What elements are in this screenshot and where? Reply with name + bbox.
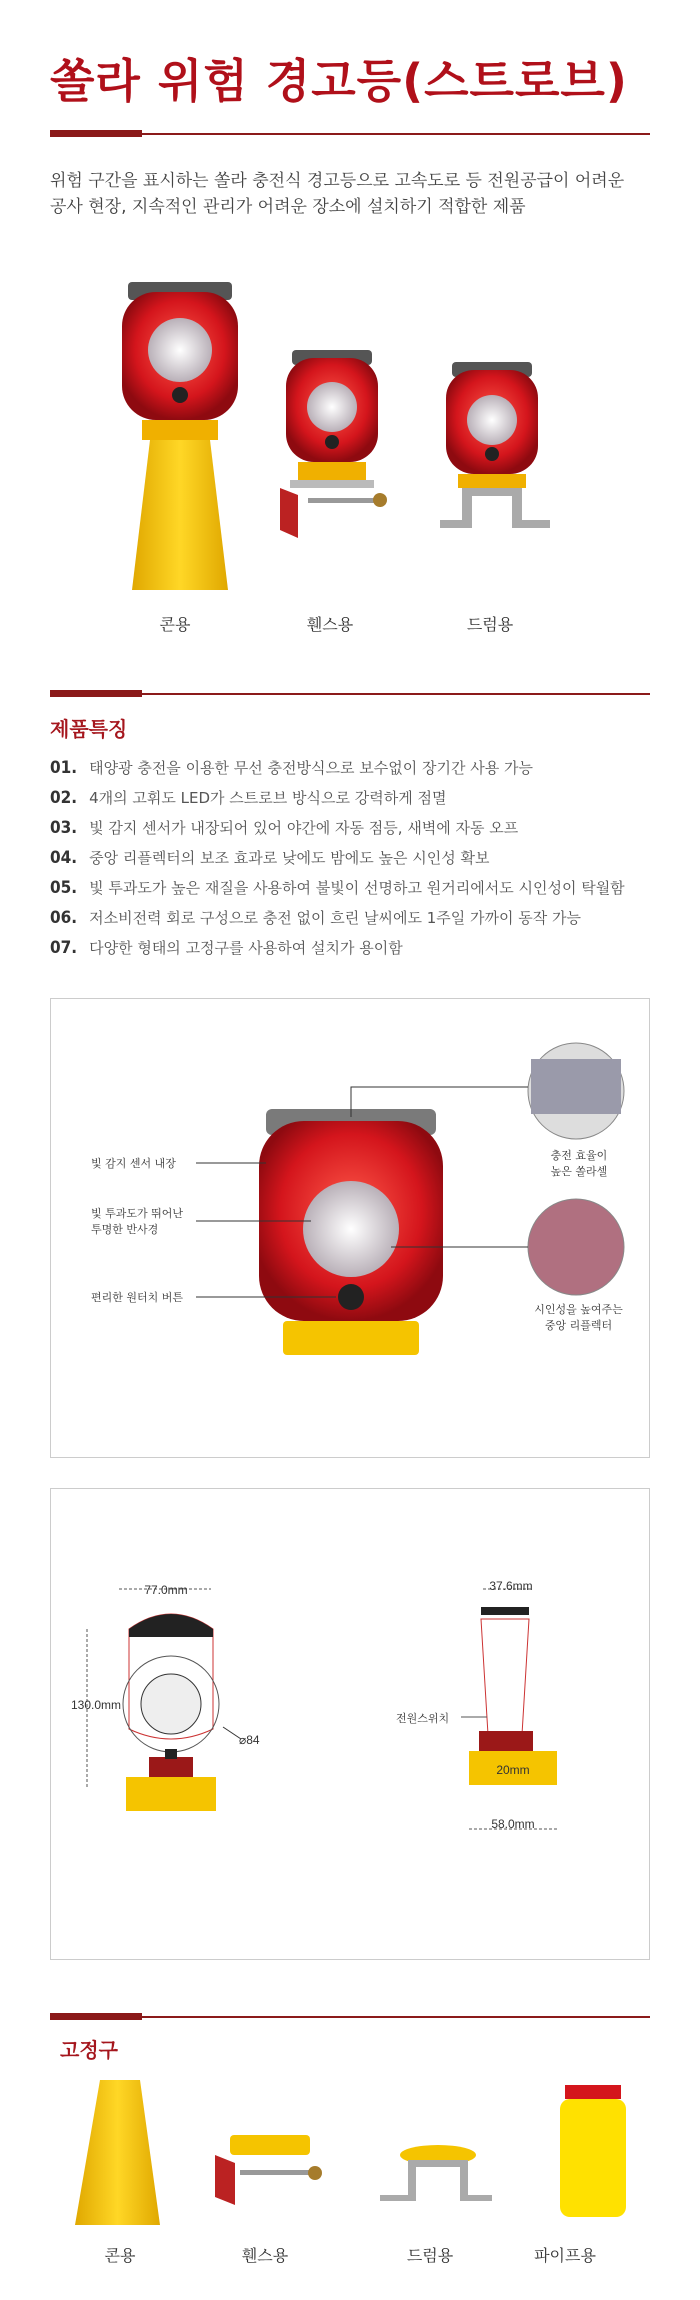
pipe-fixture-image bbox=[560, 2085, 626, 2217]
feature-item-6: 06. 저소비전력 회로 구성으로 충전 없이 흐린 날씨에도 1주일 가까이 동작 가능 bbox=[50, 908, 582, 928]
dimension-drawing-box bbox=[50, 1488, 650, 1960]
drum-lamp-image bbox=[440, 362, 550, 528]
label-reflector-1: 빛 투과도가 뛰어난 bbox=[91, 1207, 184, 1220]
label-one-touch-button: 편리한 원터치 버튼 bbox=[91, 1291, 184, 1304]
label-solar-cell-1: 충전 효율이 bbox=[550, 1149, 608, 1162]
dim-depth: 37.6mm bbox=[489, 1579, 533, 1593]
cone-fixture-image bbox=[75, 2080, 160, 2225]
dim-power-switch: 전원스위치 bbox=[396, 1713, 450, 1725]
intro-text bbox=[50, 168, 670, 220]
label-reflector-2: 투명한 반사경 bbox=[91, 1223, 159, 1236]
feature-item-5: 05. 빛 투과도가 높은 재질을 사용하여 불빛이 선명하고 원거리에서도 시인성이 탁월함 bbox=[50, 878, 625, 898]
feature-item-3: 03. 빛 감지 센서가 내장되어 있어 야간에 자동 점등, 새벽에 자동 오프 bbox=[50, 818, 519, 838]
dim-height: 130.0mm bbox=[71, 1698, 122, 1712]
dim-width: 77.0mm bbox=[144, 1583, 188, 1597]
product-lineup-image bbox=[80, 270, 620, 590]
feature-diagram-box bbox=[50, 998, 650, 1458]
page-title: 쏠라 위험 경고등(스트로브) bbox=[50, 54, 628, 108]
features-rule-accent bbox=[50, 690, 142, 697]
label-center-reflector-2: 중앙 리플렉터 bbox=[544, 1319, 613, 1332]
cone-lamp-image bbox=[122, 282, 238, 590]
intro-line-1: 위험 구간을 표시하는 쏠라 충전식 경고등으로 고속도로 등 전원공급이 어려운 bbox=[50, 171, 625, 191]
fixture-label-drum: 드럼용 bbox=[406, 2246, 454, 2265]
label-light-sensor: 빛 감지 센서 내장 bbox=[91, 1157, 176, 1170]
feature-item-2: 02. 4개의 고휘도 LED가 스트로브 방식으로 강력하게 점멸 bbox=[50, 788, 447, 808]
label-solar-cell-2: 높은 쏠라셀 bbox=[550, 1165, 608, 1178]
fixture-label-fence: 휀스용 bbox=[241, 2246, 289, 2265]
product-label-drum: 드럼용 bbox=[466, 615, 514, 634]
fixture-label-cone: 콘용 bbox=[104, 2246, 136, 2265]
dim-lens-diameter: ⌀84 bbox=[239, 1733, 260, 1747]
fence-fixture-image bbox=[215, 2135, 322, 2205]
fence-lamp-image bbox=[280, 350, 387, 538]
fixtures-title: 고정구 bbox=[60, 2038, 118, 2062]
fixtures-rule-accent bbox=[50, 2013, 142, 2020]
product-label-cone: 콘용 bbox=[159, 615, 191, 634]
dimension-drawing bbox=[51, 1489, 649, 1959]
feature-item-4: 04. 중앙 리플렉터의 보조 효과로 낮에도 밤에도 높은 시인성 확보 bbox=[50, 848, 490, 868]
feature-item-7: 07. 다양한 형태의 고정구를 사용하여 설치가 용이함 bbox=[50, 938, 403, 958]
intro-line-2: 공사 현장, 지속적인 관리가 어려운 장소에 설치하기 적합한 제품 bbox=[50, 197, 526, 217]
drum-fixture-image bbox=[380, 2145, 492, 2201]
feature-item-1: 01. 태양광 충전을 이용한 무선 충전방식으로 보수없이 장기간 사용 가능 bbox=[50, 758, 533, 778]
label-center-reflector-1: 시인성을 높여주는 bbox=[534, 1303, 623, 1316]
fixtures-image bbox=[60, 2075, 660, 2235]
product-label-fence: 휀스용 bbox=[306, 615, 354, 634]
dim-base-inner: 20mm bbox=[496, 1763, 530, 1777]
features-title: 제품특징 bbox=[50, 717, 128, 741]
fixture-label-pipe: 파이프용 bbox=[534, 2246, 596, 2265]
title-rule-accent bbox=[50, 130, 142, 137]
dim-base-outer: 58.0mm bbox=[491, 1817, 535, 1831]
